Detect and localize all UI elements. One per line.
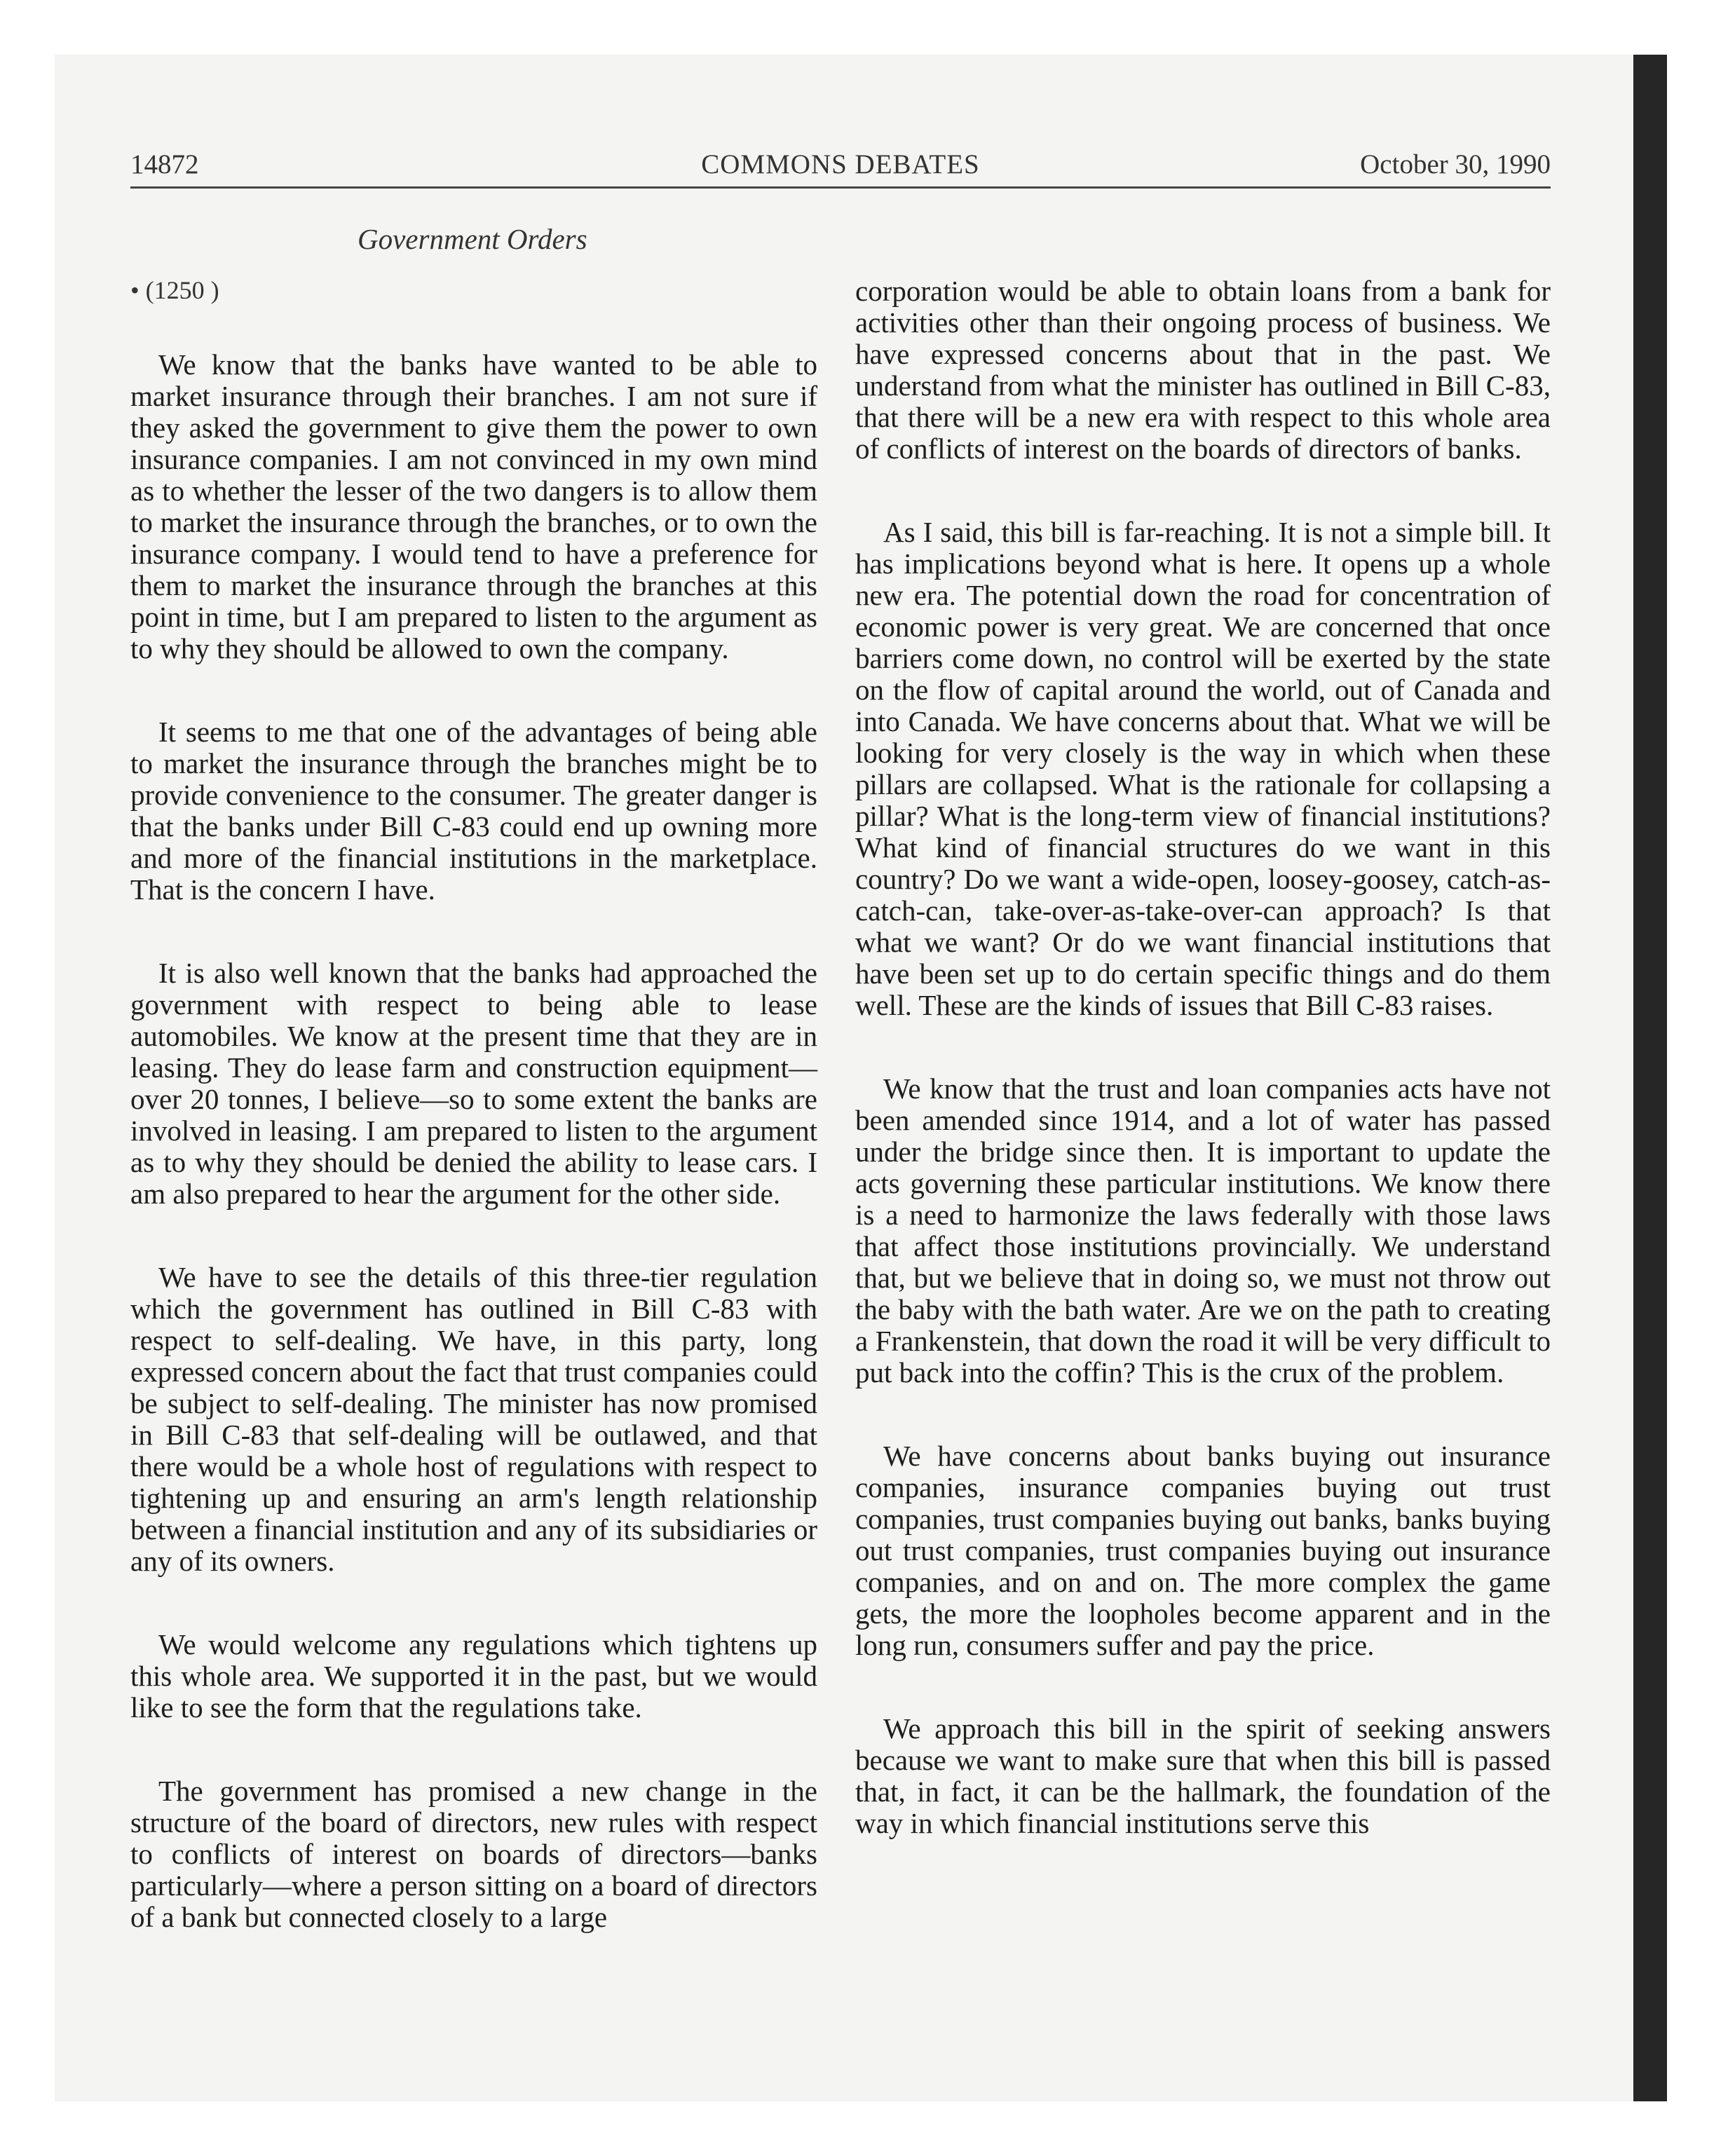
header-rule <box>130 186 1551 189</box>
paragraph: We know that the banks have wanted to be able to market insurance through their branches. I am not sure if they asked the government to give them the power to own insurance companies. I am not convinced in my own mind as to whether the lesser of the two dangers is to allow them to market the insurance through the branches, or to own the insurance company. I would tend to have a preference for them to market the insurance through the branches at this point in time, but I am prepared to listen to the argument as to why they should be allowed to own the company. <box>130 348 817 664</box>
paragraph: It is also well known that the banks had approached the government with respect to being able to lease automobiles. We know at the present time that they are in leasing. They do lease farm and construction equipment—over 20 tonnes, I believe—so to some extent the banks are involved in leasing. I am prepared to listen to the argument as to why they should be denied the ability to lease cars. I am also prepared to hear the argument for the other side. <box>130 957 817 1210</box>
paragraph: We have to see the details of this three-tier regulation which the government has outlined in Bill C-83 with respect to self-dealing. We have, in this party, long expressed concern about the fact that trust companies could be subject to self-dealing. The minister has now promised in Bill C-83 that self-dealing will be outlawed, and that there would be a whole host of regulations with respect to tightening up and ensuring an arm's length relationship between a financial institution and any of its subsidiaries or any of its owners. <box>130 1261 817 1577</box>
paragraph: As I said, this bill is far-reaching. It is not a simple bill. It has implications beyond what is here. It opens up a whole new era. The potential down the road for concentration of economic power is very great. We are concerned that once barriers come down, no control will be exerted by the state on the flow of capital around the world, out of Canada and into Canada. We have concerns about that. What we will be looking for very closely is the way in which when these pillars are collapsed. What is the rationale for collapsing a pillar? What is the long-term view of financial institutions? What kind of financial structures do we want in this country? Do we want a wide-open, loosey-goosey, catch-as-catch-can, take-over-as-take-over-can approach? Is that what we want? Or do we want financial institutions that have been set up to do certain specific things and do them well. These are the kinds of issues that Bill C-83 raises. <box>855 516 1551 1021</box>
right-column <box>855 275 1551 1839</box>
publication-date: October 30, 1990 <box>1360 149 1551 179</box>
publication-title: COMMONS DEBATES <box>701 149 980 179</box>
paragraph: The government has promised a new change in the structure of the board of directors, new rules with respect to conflicts of interest on boards of directors—banks particularly—where a person sitting on a board of directors of a bank but connected closely to a large <box>130 1775 817 1933</box>
page-number: 14872 <box>130 149 199 179</box>
scan-edge-shadow <box>1633 55 1667 2101</box>
timestamp-marker: • (1250 ) <box>130 276 219 304</box>
left-column <box>130 349 817 1933</box>
paragraph: It seems to me that one of the advantages of being able to market the insurance through the branches might be to provide convenience to the consumer. The greater danger is that the banks under Bill C-83 could end up owning more and more of the financial institutions in the marketplace. That is the concern I have. <box>130 716 817 906</box>
section-label: Government Orders <box>358 223 587 255</box>
paragraph: We have concerns about banks buying out insurance companies, insurance companies buying out trust companies, trust companies buying out banks, banks buying out trust companies, trust companies buying out insurance companies, and on and on. The more complex the game gets, the more the loopholes become apparent and in the long run, consumers suffer and pay the price. <box>855 1440 1551 1661</box>
paragraph-continued: corporation would be able to obtain loans from a bank for activities other than their ongoing process of business. We have expressed concerns about that in the past. We understand from what the minister has outlined in Bill C-83, that there will be a new era with respect to this whole area of conflicts of interest on the boards of directors of banks. <box>855 275 1551 465</box>
paragraph: We know that the trust and loan companies acts have not been amended since 1914, and a lot of water has passed under the bridge since then. It is important to update the acts governing these particular institutions. We know there is a need to harmonize the laws federally with those laws that affect those institutions provincially. We understand that, but we believe that in doing so, we must not throw out the baby with the bath water. Are we on the path to creating a Frankenstein, that down the road it will be very difficult to put back into the coffin? This is the crux of the problem. <box>855 1072 1551 1389</box>
page-header <box>130 149 1551 184</box>
paragraph: We would welcome any regulations which tightens up this whole area. We supported it in the past, but we would like to see the form that the regulations take. <box>130 1628 817 1724</box>
paragraph: We approach this bill in the spirit of seeking answers because we want to make sure that when this bill is passed that, in fact, it can be the hallmark, the foundation of the way in which financial institutions serve this <box>855 1712 1551 1839</box>
